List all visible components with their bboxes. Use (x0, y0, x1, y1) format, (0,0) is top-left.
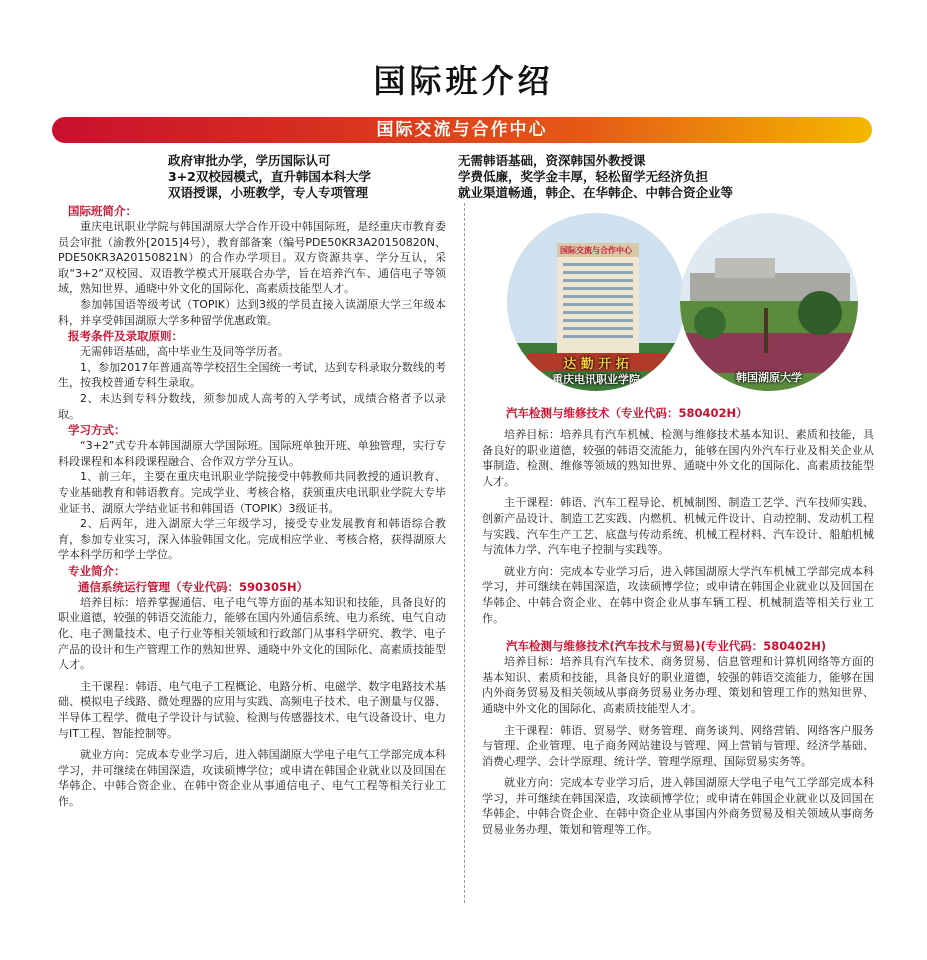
right-column (482, 405, 874, 838)
section-banner (52, 117, 872, 143)
campus-photos (505, 205, 860, 395)
paragraph: 2、未达到专科分数线，须参加成人高考的入学考试，成绩合格者予以录取。 (58, 391, 446, 421)
paragraph: 培养目标：培养掌握通信、电子电气等方面的基本知识和技能，具备良好的职业道德，较强的韩语交流能力，能够在国内外通信系统、电力系统、电气自动化、电子测量技术、电子行业等相关领域和行政部门从事科学研究、教学、电子产品的设计和生产管理工作的熟知世界、通晓中外文化的国际化、高素质技能型人才。 (58, 595, 446, 672)
campus-caption: 韩国湖原大学 (736, 371, 802, 384)
slogan: 无需韩语基础，资深韩国外教授课 (458, 153, 646, 168)
section-heading-majors: 专业简介： (68, 563, 126, 578)
paragraph: 无需韩语基础，高中毕业生及同等学历者。 (80, 345, 289, 359)
paragraph: “3+2”式专升本韩国湖原大学国际班。国际班单独开班、单独管理，实行专科段课程和本科段课程融合、合作双方学分互认。 (58, 439, 446, 468)
paragraph: 2、后两年，进入湖原大学三年级学习，接受专业发展教育和韩语综合教育，参加专业实习，深入体验韩国文化。完成相应学业、考核合格，获得湖原大学本科学历和学士学位。 (58, 517, 446, 562)
column-divider (464, 203, 465, 903)
campus-caption: 重庆电讯职业学院 (552, 373, 640, 386)
building-sign: 国际交流与合作中心 (560, 246, 632, 255)
paragraph: 培养目标：培养具有汽车机械、检测与维修技术基本知识、素质和技能，具备良好的职业道德，较强的韩语交流能力，能够在国内外汽车行业及相关企业从事制造、检测、维修等领域的熟知世界、通晓中外文化的国际化、高素质技能型人才。 (482, 428, 874, 488)
program-title: 汽车检测与维修技术（专业代码：580402H） (506, 406, 748, 420)
paragraph: 就业方向：完成本专业学习后，进入韩国湖原大学电子电气工学部完成本科学习，并可继续在韩国深造，攻读硕博学位；或申请在韩国企业就业以及回国在华韩企、中韩合资企业、在韩中资企业从事国内外商务贸易及相关领域从事商务贸易业务办理、策划和管理等工作。 (482, 776, 874, 837)
left-column (58, 203, 446, 810)
section-heading-intro: 国际班简介： (68, 204, 137, 218)
campus-photo-hoseo (680, 213, 858, 391)
slogan: 就业渠道畅通，韩企、在华韩企、中韩合资企业等 (458, 185, 734, 200)
slogan: 学费低廉，奖学金丰厚，轻松留学无经济负担 (458, 169, 709, 184)
campus-photo-chongqing (507, 213, 685, 391)
paragraph: 主干课程：韩语、电气电子工程概论、电路分析、电磁学、数字电路技术基础、模拟电子线路、微处理器的应用与实践、高频电子技术、电子测量与仪器、半导体工程学、微电子学设计与试验、检测与传感器技术、电气设备设计、电力与IT工程、智能控制等。 (58, 679, 446, 740)
campus-slogan: 达 勤 开 拓 (563, 357, 629, 372)
slogan: 双语授课，小班教学，专人专项管理 (168, 185, 369, 200)
slogan: 政府审批办学，学历国际认可 (168, 153, 331, 168)
paragraph: 参加韩国语等级考试（TOPIK）达到3级的学员直接入读湖原大学三年级本科，并享受韩国湖原大学多种留学优惠政策。 (58, 297, 446, 327)
paragraph: 1、前三年，主要在重庆电讯职业学院接受中韩教师共同教授的通识教育、专业基础教育和韩语教育。完成学业、考核合格，获颁重庆电讯职业学院大专毕业证书、湖原大学结业证书和韩国语（TOPIK）3级证书。 (58, 470, 446, 515)
slogans-left (168, 153, 371, 201)
paragraph: 1、参加2017年普通高等学校招生全国统一考试，达到专科录取分数线的考生，按我校普通专科生录取。 (58, 360, 446, 390)
paragraph: 主干课程：韩语、贸易学、财务管理、商务谈判、网络营销、网络客户服务与管理、企业管理、电子商务网站建设与管理、网上营销与管理、经济学基础、消费心理学、会计学原理、统计学、管理学原理、国际贸易实务等。 (482, 723, 874, 768)
slogans-right (458, 153, 733, 201)
paragraph: 主干课程：韩语、汽车工程导论、机械制图、制造工艺学、汽车技师实践、创新产品设计、制造工艺实践、内燃机、机械元件设计、自动控制、发动机工程与实践、汽车生产工艺、底盘与传动系统、机械工程材料、汽车设计、船舶机械与流体力学、汽车电子控制与实践等。 (482, 496, 874, 557)
paragraph: 就业方向：完成本专业学习后，进入韩国湖原大学电子电气工学部完成本科学习，并可继续在韩国深造，攻读硕博学位；或申请在韩国企业就业以及回国在华韩企、中韩合资企业、在韩中资企业从事通信电子、电气工程等相关行业工作。 (58, 748, 446, 808)
slogan: 3+2双校园模式，直升韩国本科大学 (168, 169, 371, 184)
banner-label: 国际交流与合作中心 (376, 120, 548, 140)
program-title: 汽车检测与维修技术(汽车技术与贸易)(专业代码：580402H) (506, 639, 827, 654)
page-title: 国际班介绍 (373, 62, 554, 100)
paragraph: 培养目标：培养具有汽车技术、商务贸易、信息管理和计算机网络等方面的基本知识、素质和技能，具备良好的职业道德，较强的韩语交流能力，能够在国内外商务贸易及相关领域从事商务贸易业务办理、策划和管理工作的熟知世界、通晓中外文化的国际化、高素质技能型人才。 (482, 655, 874, 715)
paragraph: 就业方向：完成本专业学习后，进入韩国湖原大学汽车机械工学部完成本科学习，并可继续在韩国深造，攻读硕博学位；或申请在韩国企业就业以及回国在华韩企、中韩合资企业、在韩中资企业从事车辆工程、机械制造等相关行业工作。 (482, 564, 874, 625)
section-heading-study: 学习方式： (68, 423, 126, 438)
program-title: 通信系统运行管理（专业代码：590305H） (78, 579, 309, 594)
paragraph: 重庆电讯职业学院与韩国湖原大学合作开设中韩国际班，是经重庆市教育委员会审批（渝教外[2015]4号），教育部备案（编号PDE50KR3A20150820N、PDE50KR3A20150821N）的合作办学项目。双方资源共享、学分互认，采取“3+2”双校园、双语教学模式开展联合办学，旨在培养汽车、通信电子等领域，熟知世界、通晓中外文化的国际化、高素质技能型人才。 (58, 220, 446, 296)
section-heading-requirements: 报考条件及录取原则： (68, 329, 183, 344)
